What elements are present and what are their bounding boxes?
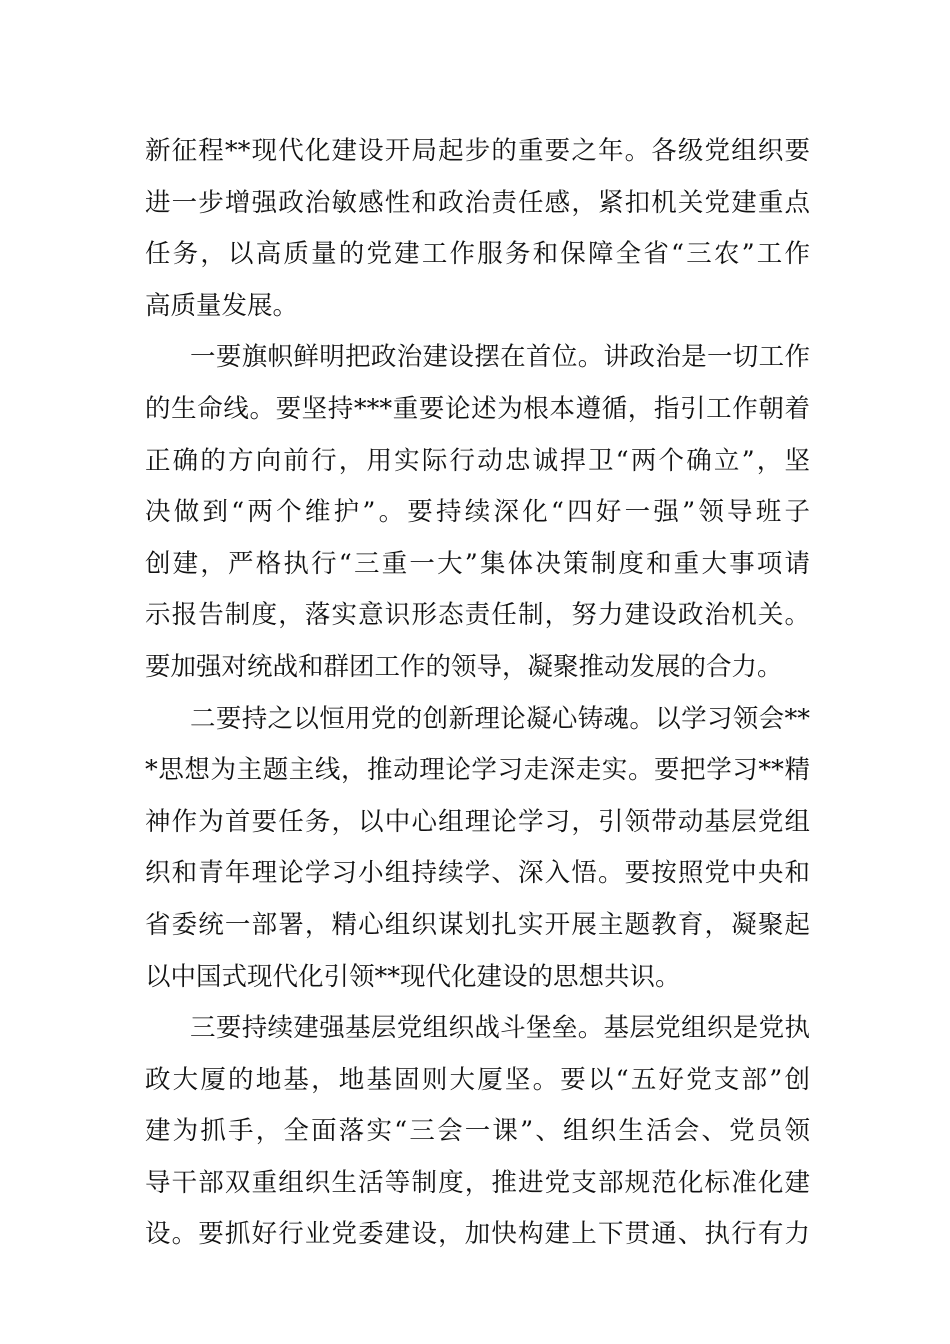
paragraph-1 <box>145 126 810 332</box>
text-line: 织和青年理论学习小组持续学、深入悟。要按照党中央和 <box>145 858 810 889</box>
text-line: 高质量发展。 <box>145 290 299 321</box>
paragraph-4 <box>145 1003 810 1261</box>
text-line: 建为抓手，全面落实“三会一课”、组织生活会、党员领 <box>145 1116 810 1147</box>
text-line: 以中国式现代化引领**现代化建设的思想共识。 <box>145 961 681 992</box>
document-body <box>145 126 810 1261</box>
text-line: 任务，以高质量的党建工作服务和保障全省“三农”工作 <box>145 239 810 270</box>
text-line: 二要持之以恒用党的创新理论凝心铸魂。以学习领会** <box>190 703 810 734</box>
text-line: 示报告制度，落实意识形态责任制，努力建设政治机关。 <box>145 600 810 631</box>
text-line: 要加强对统战和群团工作的领导，凝聚推动发展的合力。 <box>145 651 783 682</box>
text-line: 三要持续建强基层党组织战斗堡垒。基层党组织是党执 <box>190 1013 810 1044</box>
text-line: 决做到“两个维护”。要持续深化“四好一强”领导班子 <box>145 497 810 528</box>
text-line: 进一步增强政治敏感性和政治责任感，紧扣机关党建重点 <box>145 187 810 218</box>
text-line: 设。要抓好行业党委建设，加快构建上下贯通、执行有力 <box>145 1219 810 1250</box>
text-line: 一要旗帜鲜明把政治建设摆在首位。讲政治是一切工作 <box>190 342 810 373</box>
paragraph-3 <box>145 694 810 1004</box>
text-line: 省委统一部署，精心组织谋划扎实开展主题教育，凝聚起 <box>145 909 810 940</box>
text-line: 的生命线。要坚持***重要论述为根本遵循，指引工作朝着 <box>145 393 810 424</box>
text-line: 导干部双重组织生活等制度，推进党支部规范化标准化建 <box>145 1167 810 1198</box>
text-line: *思想为主题主线，推动理论学习走深走实。要把学习**精 <box>145 755 810 786</box>
text-line: 正确的方向前行，用实际行动忠诚捍卫“两个确立”，坚 <box>145 445 810 476</box>
text-line: 神作为首要任务，以中心组理论学习，引领带动基层党组 <box>145 806 810 837</box>
text-line: 新征程**现代化建设开局起步的重要之年。各级党组织要 <box>145 136 810 166</box>
text-line: 创建，严格执行“三重一大”集体决策制度和重大事项请 <box>145 548 810 579</box>
paragraph-2 <box>145 332 810 693</box>
text-line: 政大厦的地基，地基固则大厦坚。要以“五好党支部”创 <box>145 1064 810 1095</box>
